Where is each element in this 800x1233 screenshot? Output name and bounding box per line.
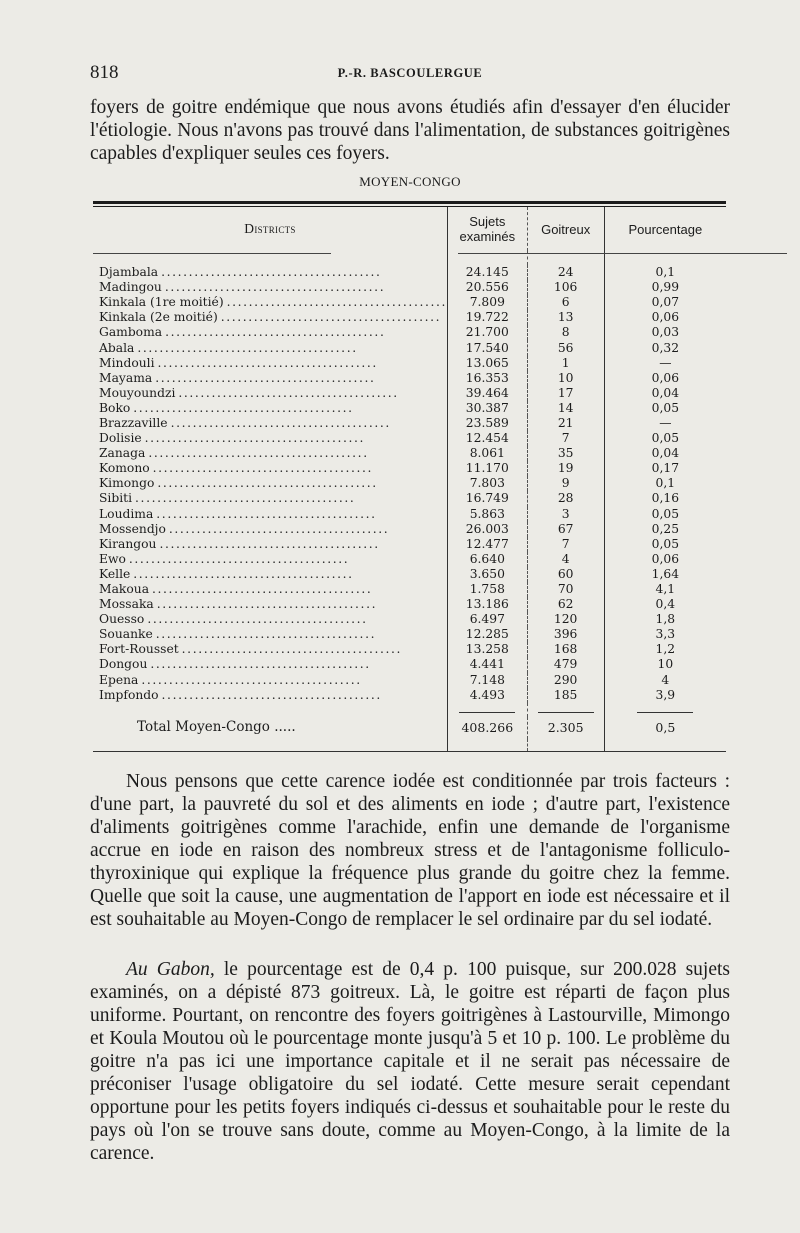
sujets-cell: 11.170 (448, 461, 528, 476)
goitreux-cell: 13 (527, 310, 604, 325)
table-row (93, 295, 726, 310)
table-body (93, 265, 726, 703)
pourcentage-cell: 10 (604, 657, 726, 672)
district-cell: Sibiti ........................................ (99, 491, 356, 506)
district-cell: Epena ........................................ (99, 672, 362, 687)
district-cell: Dongou ........................................ (99, 657, 371, 672)
goitreux-cell: 14 (527, 401, 604, 416)
table-row (93, 688, 726, 703)
page-number: 818 (90, 62, 119, 83)
goitreux-cell: 28 (527, 491, 604, 506)
table-row (93, 371, 726, 386)
sujets-cell: 20.556 (448, 280, 528, 295)
sujets-cell: 4.441 (448, 657, 528, 672)
sujets-cell: 1.758 (448, 582, 528, 597)
pourcentage-cell: 0,07 (604, 295, 726, 310)
district-cell: Impfondo ........................................ (99, 687, 382, 702)
pourcentage-cell: 0,04 (604, 446, 726, 461)
paragraph-gabon (90, 958, 730, 1165)
pourcentage-cell: 0,17 (604, 461, 726, 476)
goitreux-cell: 70 (527, 582, 604, 597)
table-bottom-rule (93, 751, 726, 752)
pourcentage-cell: 4,1 (604, 582, 726, 597)
sujets-cell: 5.863 (448, 507, 528, 522)
pourcentage-cell: 1,2 (604, 642, 726, 657)
running-title: P.-R. BASCOULERGUE (337, 66, 483, 80)
header-underline (93, 251, 448, 265)
total-label: Total Moyen-Congo ..... (137, 719, 296, 736)
table-row (93, 673, 726, 688)
column-header-districts: Districts (244, 221, 296, 236)
table-row (93, 582, 726, 597)
table-row (93, 537, 726, 552)
gabon-lead: Au Gabon, (126, 959, 215, 980)
pourcentage-cell: 0,06 (604, 371, 726, 386)
sujets-cell: 30.387 (448, 401, 528, 416)
district-cell: Souanke ........................................ (99, 627, 377, 642)
goitreux-cell: 24 (527, 265, 604, 280)
column-header-pourcentage: Pourcentage (604, 207, 726, 251)
table-row (93, 612, 726, 627)
district-cell: Komono ........................................ (99, 461, 374, 476)
table-row (93, 567, 726, 582)
total-sujets: 408.266 (448, 717, 528, 739)
sujets-cell: 16.353 (448, 371, 528, 386)
district-cell: Makoua ........................................ (99, 582, 373, 597)
goitreux-cell: 9 (527, 476, 604, 491)
goitreux-cell: 19 (527, 461, 604, 476)
pourcentage-cell: 0,25 (604, 522, 726, 537)
sujets-cell: 13.258 (448, 642, 528, 657)
pourcentage-cell: 0,05 (604, 507, 726, 522)
table-row (93, 386, 726, 401)
goitreux-cell: 3 (527, 507, 604, 522)
pourcentage-cell: 1,8 (604, 612, 726, 627)
pourcentage-cell: 0,1 (604, 265, 726, 280)
table-row (93, 340, 726, 355)
sujets-cell: 12.454 (448, 431, 528, 446)
table-row (93, 356, 726, 371)
goitreux-cell: 185 (527, 688, 604, 703)
intro-paragraph: foyers de goitre endémique que nous avons étudiés afin d'essayer d'en élucider l'étiologie. Nous n'avons pas trouvé dans l'alimentation, de substances goitrigènes capables d'expliquer seules ces foyers. (90, 97, 730, 164)
district-cell: Djambala ........................................ (99, 265, 382, 280)
table-row (93, 431, 726, 446)
goitreux-cell: 7 (527, 431, 604, 446)
pourcentage-cell: 0,05 (604, 401, 726, 416)
district-cell: Mayama ........................................ (99, 370, 376, 385)
pourcentage-cell: 0,05 (604, 431, 726, 446)
district-cell: Kimongo ........................................ (99, 476, 378, 491)
sujets-cell: 39.464 (448, 386, 528, 401)
district-cell: Kirangou ........................................ (99, 536, 380, 551)
sujets-cell: 12.285 (448, 627, 528, 642)
pourcentage-cell: 0,1 (604, 476, 726, 491)
pourcentage-cell: 0,99 (604, 280, 726, 295)
total-pourcentage: 0,5 (604, 717, 726, 739)
sujets-cell: 3.650 (448, 567, 528, 582)
sujets-cell: 24.145 (448, 265, 528, 280)
goitreux-cell: 10 (527, 371, 604, 386)
sujets-cell: 7.148 (448, 673, 528, 688)
table-row (93, 280, 726, 295)
table-row (93, 416, 726, 431)
column-header-goitreux: Goitreux (527, 207, 604, 251)
pourcentage-cell: 0,06 (604, 552, 726, 567)
sujets-cell: 16.749 (448, 491, 528, 506)
table-row (93, 461, 726, 476)
district-cell: Madingou ........................................ (99, 280, 386, 295)
district-cell: Kinkala (1re moitié) ........................................ (99, 295, 447, 310)
table-row (93, 552, 726, 567)
sujets-cell: 21.700 (448, 325, 528, 340)
table-row (93, 491, 726, 506)
district-cell: Kinkala (2e moitié) ........................................ (99, 310, 442, 325)
header-underline (527, 251, 604, 265)
sujets-cell: 12.477 (448, 537, 528, 552)
sujets-cell: 7.803 (448, 476, 528, 491)
district-cell: Fort-Rousset ........................................ (99, 642, 403, 657)
sujets-cell: 6.640 (448, 552, 528, 567)
district-cell: Boko ........................................ (99, 400, 354, 415)
goitreux-cell: 4 (527, 552, 604, 567)
table-row (93, 642, 726, 657)
pourcentage-cell: — (604, 356, 726, 371)
district-cell: Zanaga ........................................ (99, 446, 369, 461)
sujets-cell: 17.540 (448, 340, 528, 355)
pourcentage-cell: 3,9 (604, 688, 726, 703)
goitreux-cell: 8 (527, 325, 604, 340)
gabon-text: le pourcentage est de 0,4 p. 100 puisque, sur 200.028 sujets examinés, on a dépisté 873 goitreux. Là, le goitre est réparti de façon plus uniforme. Pourtant, on rencontre des foyers goitrigènes à Lastourville, Mimongo et Koula Moutou où le pourcentage monte jusqu'à 5 et 10 p. 100. Le problème du goitre n'a pas ici une importance capitale et il ne serait pas nécessaire de préconiser l'usage obligatoire du sel iodaté. Cette mesure serait cependant opportune pour les petits foyers indiqués ci-dessus et souhaitable pour le reste du pays où l'on se trouve sans doute, comme au Moyen-Congo, à la limite de la carence. (90, 959, 730, 1164)
goitreux-cell: 21 (527, 416, 604, 431)
sujets-cell: 7.809 (448, 295, 528, 310)
goitreux-cell: 62 (527, 597, 604, 612)
sujets-cell: 26.003 (448, 522, 528, 537)
goitreux-cell: 60 (527, 567, 604, 582)
total-row (93, 717, 726, 739)
table-row (93, 522, 726, 537)
total-rule (448, 703, 528, 717)
pourcentage-cell: 0,04 (604, 386, 726, 401)
goitreux-cell: 17 (527, 386, 604, 401)
pourcentage-cell: 4 (604, 673, 726, 688)
pourcentage-cell: 0,05 (604, 537, 726, 552)
district-cell: Abala ........................................ (99, 340, 358, 355)
pourcentage-cell: 1,64 (604, 567, 726, 582)
pourcentage-cell: 3,3 (604, 627, 726, 642)
goitreux-cell: 7 (527, 537, 604, 552)
column-header-sujets: Sujets examinés (448, 207, 528, 251)
header-underline (604, 251, 726, 265)
district-cell: Ouesso ........................................ (99, 612, 368, 627)
goitreux-cell: 1 (527, 356, 604, 371)
pourcentage-cell: 0,03 (604, 325, 726, 340)
pourcentage-cell: — (604, 416, 726, 431)
sujets-cell: 6.497 (448, 612, 528, 627)
pourcentage-cell: 0,4 (604, 597, 726, 612)
goitreux-cell: 6 (527, 295, 604, 310)
goitreux-cell: 396 (527, 627, 604, 642)
running-header (90, 62, 730, 86)
table-row (93, 401, 726, 416)
sujets-cell: 19.722 (448, 310, 528, 325)
goitreux-cell: 67 (527, 522, 604, 537)
table-caption: MOYEN-CONGO (359, 174, 461, 189)
table-row (93, 597, 726, 612)
sujets-cell: 23.589 (448, 416, 528, 431)
sujets-cell: 4.493 (448, 688, 528, 703)
paragraph-carence: Nous pensons que cette carence iodée est conditionnée par trois facteurs : d'une part, la pauvreté du sol et des aliments en iode ; d'autre part, l'existence d'aliments goitrigènes comme l'arachide, enfin une demande de l'organisme accrue en iode en raison des nombreux stress et de l'antagonisme folliculo-thyroxinique qui explique la fréquence plus grande du goitre chez la femme. Quelle que soit la cause, une augmentation de l'apport en iode est nécessaire et il est souhaitable au Moyen-Congo de remplacer le sel ordinaire par du sel iodaté. (90, 771, 730, 930)
goitreux-cell: 290 (527, 673, 604, 688)
pourcentage-cell: 0,32 (604, 340, 726, 355)
district-cell: Mossaka ........................................ (99, 597, 378, 612)
goitreux-cell: 56 (527, 340, 604, 355)
district-cell: Mindouli ........................................ (99, 355, 378, 370)
district-cell: Loudima ........................................ (99, 506, 377, 521)
pourcentage-cell: 0,06 (604, 310, 726, 325)
district-cell: Brazzaville ........................................ (99, 415, 391, 430)
district-cell: Mossendjo ........................................ (99, 521, 390, 536)
total-rule (604, 703, 726, 717)
district-cell: Kelle ........................................ (99, 566, 354, 581)
district-cell: Dolisie ........................................ (99, 431, 366, 446)
header-underline (448, 251, 528, 265)
goitre-table (93, 201, 726, 752)
goitreux-cell: 106 (527, 280, 604, 295)
table-row (93, 627, 726, 642)
district-cell: Ewo ........................................ (99, 551, 350, 566)
table-row (93, 310, 726, 325)
sujets-cell: 13.065 (448, 356, 528, 371)
sujets-cell: 8.061 (448, 446, 528, 461)
goitreux-cell: 120 (527, 612, 604, 627)
table-row (93, 476, 726, 491)
table-row (93, 657, 726, 672)
goitreux-cell: 168 (527, 642, 604, 657)
goitreux-cell: 35 (527, 446, 604, 461)
total-rule (527, 703, 604, 717)
table-row (93, 265, 726, 280)
district-cell: Gamboma ........................................ (99, 325, 386, 340)
district-cell: Mouyoundzi ........................................ (99, 385, 399, 400)
table-row (93, 446, 726, 461)
table-row (93, 507, 726, 522)
goitreux-cell: 479 (527, 657, 604, 672)
table-row (93, 325, 726, 340)
pourcentage-cell: 0,16 (604, 491, 726, 506)
sujets-cell: 13.186 (448, 597, 528, 612)
total-goitreux: 2.305 (527, 717, 604, 739)
